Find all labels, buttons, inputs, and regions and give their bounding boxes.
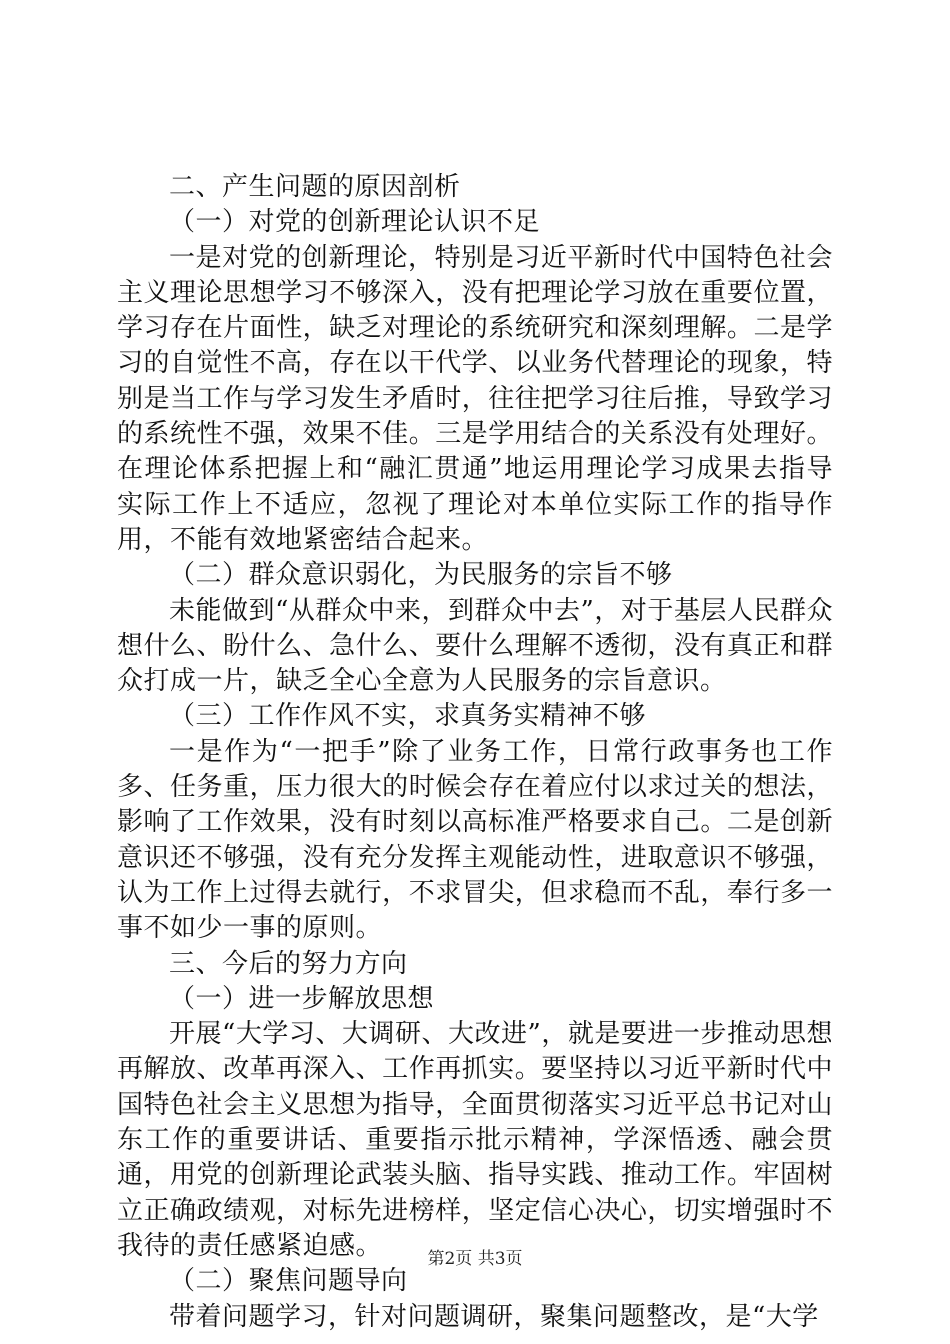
document-body bbox=[117, 170, 833, 1335]
subsection-heading-2-1: （一）对党的创新理论认识不足 bbox=[169, 207, 541, 238]
paragraph-problem-oriented: 带着问题学习，针对问题调研，聚集问题整改，是“大学 bbox=[169, 1301, 819, 1332]
paragraph-theory: 一是对党的创新理论，特别是习近平新时代中国特色社会主义理论思想学习不够深入，没有把理论学习放在重要位置，学习存在片面性，缺乏对理论的系统研究和深刻理解。二是学习的自觉性不高，存在以干代学、以业务代替理论的现象，特别是当工作与学习发生矛盾时，往往把学习往后推，导致学习的系统性不强，效果不佳。三是学用结合的关系没有处理好。在理论体系把握上和“融汇贯通”地运用理论学习成果去指导实际工作上不适应，忽视了理论对本单位实际工作的指导作用，不能有效地紧密结合起来。 bbox=[117, 242, 833, 555]
paragraph-masses: 未能做到“从群众中来，到群众中去”，对于基层人民群众想什么、盼什么、急什么、要什么理解不透彻，没有真正和群众打成一片，缺乏全心全意为人民服务的宗旨意识。 bbox=[117, 595, 833, 697]
subsection-heading-3-2: （二）聚焦问题导向 bbox=[169, 1266, 408, 1297]
subsection-heading-2-2: （二）群众意识弱化，为民服务的宗旨不够 bbox=[169, 560, 673, 591]
subsection-heading-2-3: （三）工作作风不实，求真务实精神不够 bbox=[169, 701, 647, 732]
paragraph-emancipate: 开展“大学习、大调研、大改进”，就是要进一步推动思想再解放、改革再深入、工作再抓实。要坚持以习近平新时代中国特色社会主义思想为指导，全面贯彻落实习近平总书记对山东工作的重要讲话、重要指示批示精神，学深悟透、融会贯通，用党的创新理论武装头脑、指导实践、推动工作。牢固树立正确政绩观，对标先进榜样，坚定信心决心，切实增强时不我待的责任感紧迫感。 bbox=[117, 1019, 833, 1261]
page-number-footer: 第2页 共3页 bbox=[427, 1249, 523, 1269]
section-heading-3: 三、今后的努力方向 bbox=[169, 948, 408, 979]
subsection-heading-3-1: （一）进一步解放思想 bbox=[169, 983, 435, 1014]
section-heading-2: 二、产生问题的原因剖析 bbox=[169, 172, 461, 202]
paragraph-work-style: 一是作为“一把手”除了业务工作，日常行政事务也工作多、任务重，压力很大的时候会存在着应付以求过关的想法，影响了工作效果，没有时刻以高标准严格要求自己。二是创新意识还不够强，没有充分发挥主观能动性，进取意识不够强，认为工作上过得去就行，不求冒尖，但求稳而不乱，奉行多一事不如少一事的原则。 bbox=[117, 736, 833, 944]
